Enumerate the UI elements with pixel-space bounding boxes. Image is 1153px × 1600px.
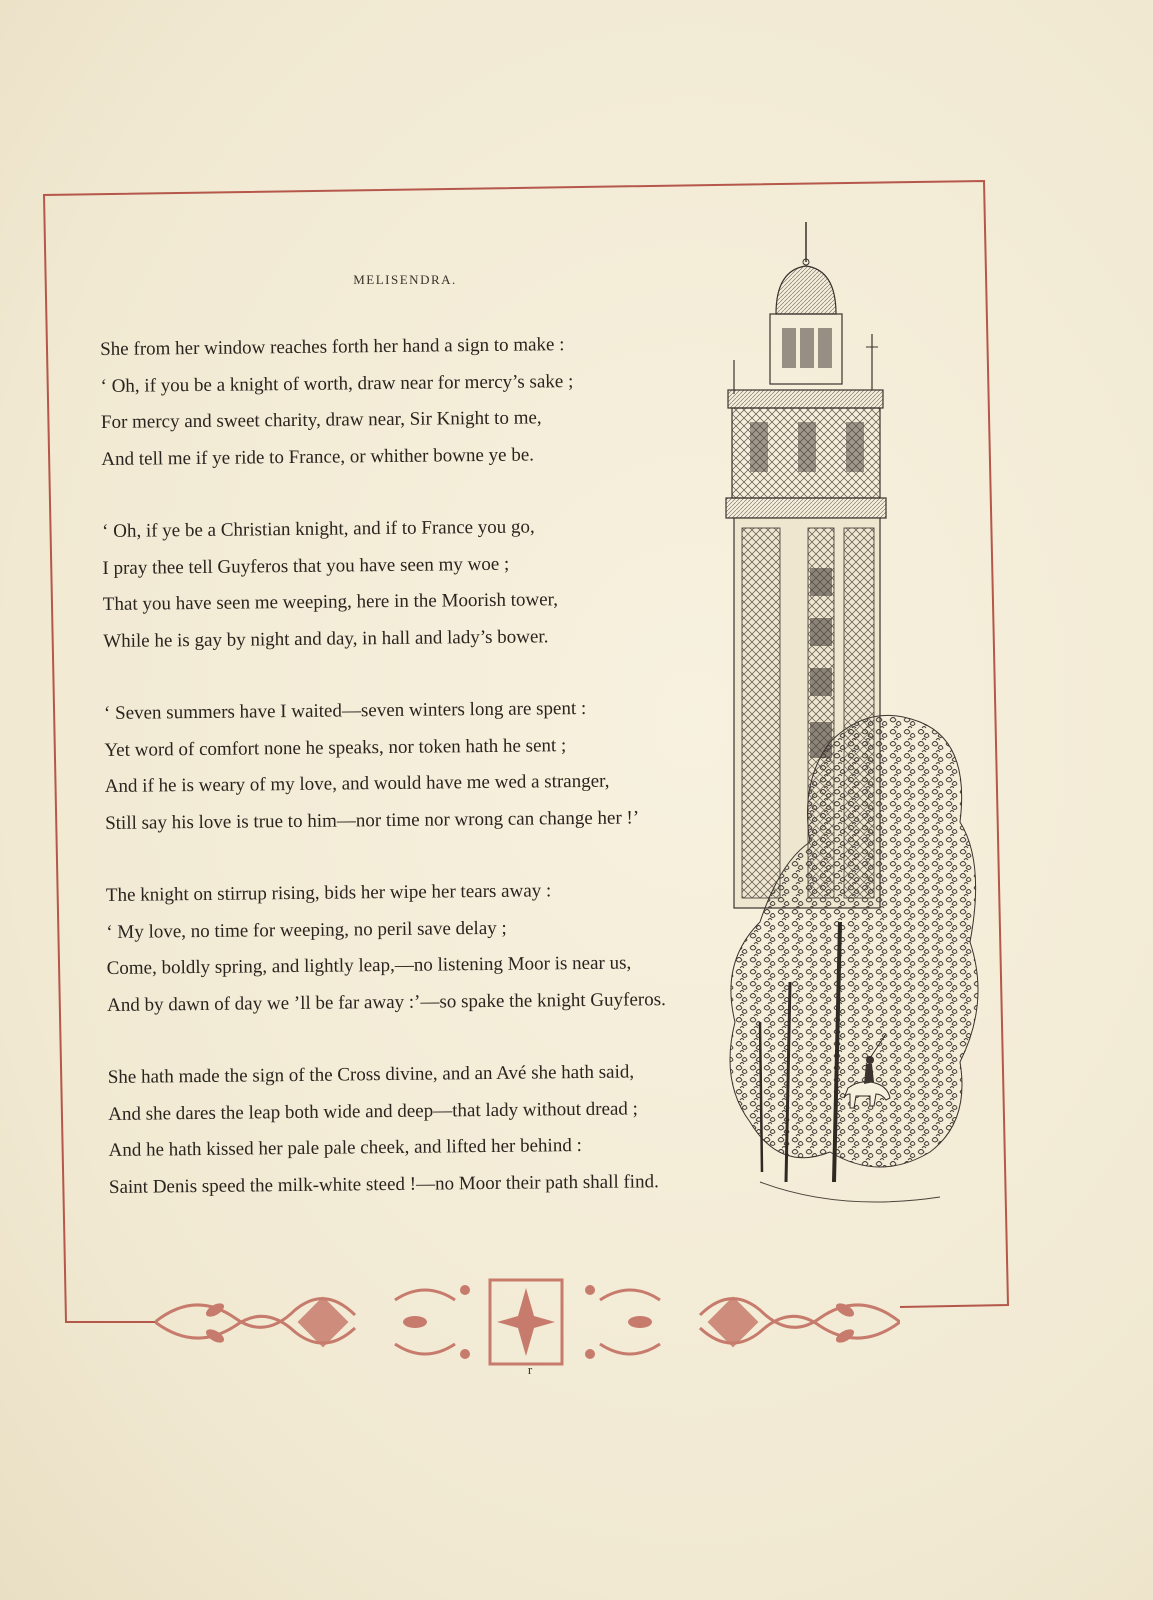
poem-line: ‘ Oh, if ye be a Christian knight, and if to France you go, bbox=[101, 516, 535, 542]
poem-line: While he is gay by night and day, in hall and lady’s bower. bbox=[103, 625, 549, 652]
floral-ornament-band bbox=[155, 1270, 900, 1370]
poem-line: That you have seen me weeping, here in the Moorish tower, bbox=[102, 589, 559, 615]
poem-line: Saint Denis speed the milk-white steed !—no Moor their path shall find. bbox=[108, 1170, 659, 1198]
stanza-4 bbox=[106, 871, 747, 1024]
poem-line: And tell me if ye ride to France, or whither bowne ye be. bbox=[101, 443, 535, 470]
poem-line: ‘ Seven summers have I waited—seven winters long are spent : bbox=[103, 697, 587, 724]
poem-line: Yet word of comfort none he speaks, nor token hath he sent ; bbox=[104, 734, 567, 761]
poem-line: I pray thee tell Guyferos that you have seen my woe ; bbox=[102, 553, 510, 579]
poem-line: And she dares the leap both wide and deep—that lady without dread ; bbox=[108, 1097, 639, 1125]
running-head: MELISENDRA. bbox=[353, 272, 457, 287]
stanza-2 bbox=[102, 507, 743, 660]
poem-line: For mercy and sweet charity, draw near, Sir Knight to me, bbox=[100, 407, 542, 433]
poem-line: And if he is weary of my love, and would have me wed a stranger, bbox=[104, 770, 610, 797]
poem-line: Still say his love is true to him—nor time nor wrong can change her !’ bbox=[105, 806, 640, 834]
stanza-5 bbox=[108, 1053, 749, 1206]
poem-line: And he hath kissed her pale pale cheek, and lifted her behind : bbox=[108, 1134, 582, 1161]
poem-line: ‘ Oh, if you be a knight of worth, draw near for mercy’s sake ; bbox=[100, 370, 574, 397]
folio-signature: r bbox=[527, 1362, 533, 1377]
poem-line: Come, boldly spring, and lightly leap,—no listening Moor is near us, bbox=[106, 952, 632, 979]
poem-line: The knight on stirrup rising, bids her wipe her tears away : bbox=[105, 880, 552, 906]
moorish-tower-illustration bbox=[720, 222, 995, 1222]
poem-text bbox=[100, 325, 749, 1242]
poem-line: She hath made the sign of the Cross divine, and an Avé she hath said, bbox=[107, 1061, 635, 1088]
poem-line: And by dawn of day we ’ll be far away :’—so spake the knight Guyferos. bbox=[106, 988, 666, 1016]
poem-line: She from her window reaches forth her hand a sign to make : bbox=[100, 334, 565, 360]
poem-line: ‘ My love, no time for weeping, no peril save delay ; bbox=[106, 917, 507, 943]
stanza-1 bbox=[100, 325, 741, 478]
stanza-3 bbox=[104, 689, 745, 842]
